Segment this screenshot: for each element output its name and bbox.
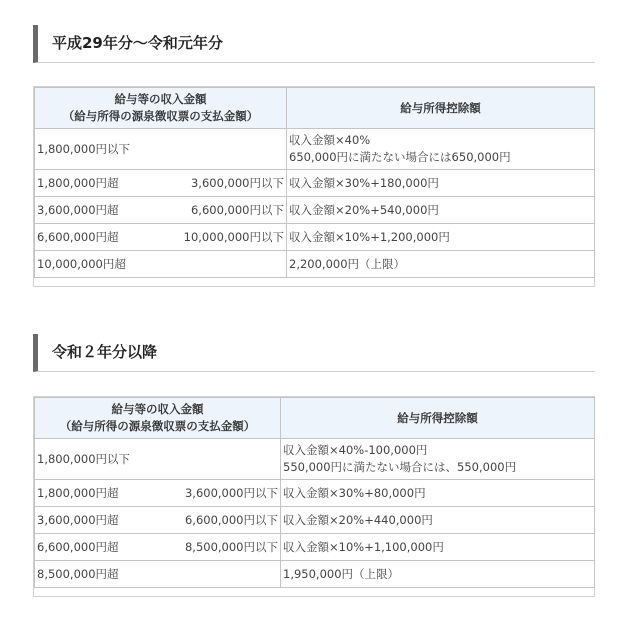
- table-row: [35, 197, 595, 224]
- deduction-header: 給与所得控除額: [281, 398, 595, 439]
- section-h29-r1: [33, 25, 595, 271]
- income-range-cell: [35, 170, 287, 197]
- section-title: 令和２年分以降: [33, 334, 595, 372]
- table-header-row: [35, 88, 595, 129]
- deduction-cell: 1,950,000円（上限）: [281, 561, 595, 588]
- income-range-cell: [35, 197, 287, 224]
- range-from: 10,000,000円超: [37, 257, 126, 271]
- range-from: 1,800,000円超: [37, 176, 119, 190]
- deduction-table: [34, 397, 595, 588]
- range-from: 6,600,000円超: [37, 230, 119, 244]
- deduction-table-frame: [33, 86, 595, 287]
- section-title: 平成29年分～令和元年分: [33, 25, 595, 63]
- range-to: 8,500,000円以下: [184, 540, 278, 554]
- income-range-cell: [35, 507, 281, 534]
- deduction-line: 550,000円に満たない場合には、550,000円: [283, 460, 517, 474]
- income-range-cell: [35, 480, 281, 507]
- table-row: [35, 251, 595, 278]
- income-header-line2: （給与所得の源泉徴収票の支払金額）: [59, 419, 256, 433]
- table-row: [35, 170, 595, 197]
- income-header-line2: （給与所得の源泉徴収票の支払金額）: [62, 109, 259, 123]
- deduction-table: [34, 87, 595, 278]
- table-row: [35, 224, 595, 251]
- deduction-cell: 収入金額×20%+440,000円: [281, 507, 595, 534]
- range-to: 6,600,000円以下: [190, 203, 284, 217]
- deduction-cell: 2,200,000円（上限）: [287, 251, 595, 278]
- income-range-cell: [35, 224, 287, 251]
- deduction-header: 給与所得控除額: [287, 88, 595, 129]
- table-row: [35, 534, 595, 561]
- table-header-row: [35, 398, 595, 439]
- deduction-cell: 収入金額×30%+80,000円: [281, 480, 595, 507]
- range-to: 6,600,000円以下: [184, 513, 278, 527]
- range-from: 6,600,000円超: [37, 540, 119, 554]
- income-range-cell: [35, 561, 281, 588]
- range-from: 3,600,000円超: [37, 513, 119, 527]
- table-row: [35, 129, 595, 170]
- deduction-table-frame: [33, 396, 595, 597]
- income-header-line1: 給与等の収入金額: [114, 92, 207, 106]
- table-row: [35, 507, 595, 534]
- deduction-cell: 収入金額×20%+540,000円: [287, 197, 595, 224]
- deduction-cell: 収入金額×10%+1,100,000円: [281, 534, 595, 561]
- income-header: [35, 88, 287, 129]
- deduction-cell: [287, 129, 595, 170]
- income-range-cell: [35, 129, 287, 170]
- table-row: [35, 561, 595, 588]
- deduction-line: 収入金額×40%-100,000円: [283, 443, 428, 457]
- section-r2-onward: [33, 334, 595, 581]
- deduction-cell: 収入金額×10%+1,200,000円: [287, 224, 595, 251]
- income-header: [35, 398, 281, 439]
- range-from: 1,800,000円以下: [37, 142, 131, 156]
- deduction-cell: [281, 439, 595, 480]
- deduction-line: 650,000円に満たない場合には650,000円: [289, 150, 511, 164]
- deduction-line: 収入金額×40%: [289, 133, 371, 147]
- range-to: 10,000,000円以下: [183, 230, 284, 244]
- income-range-cell: [35, 251, 287, 278]
- table-row: [35, 439, 595, 480]
- income-range-cell: [35, 534, 281, 561]
- range-from: 8,500,000円超: [37, 567, 119, 581]
- income-header-line1: 給与等の収入金額: [111, 402, 204, 416]
- range-from: 1,800,000円超: [37, 486, 119, 500]
- range-from: 3,600,000円超: [37, 203, 119, 217]
- deduction-cell: 収入金額×30%+180,000円: [287, 170, 595, 197]
- range-to: 3,600,000円以下: [184, 486, 278, 500]
- income-range-cell: [35, 439, 281, 480]
- table-row: [35, 480, 595, 507]
- range-to: 3,600,000円以下: [190, 176, 284, 190]
- range-from: 1,800,000円以下: [37, 452, 131, 466]
